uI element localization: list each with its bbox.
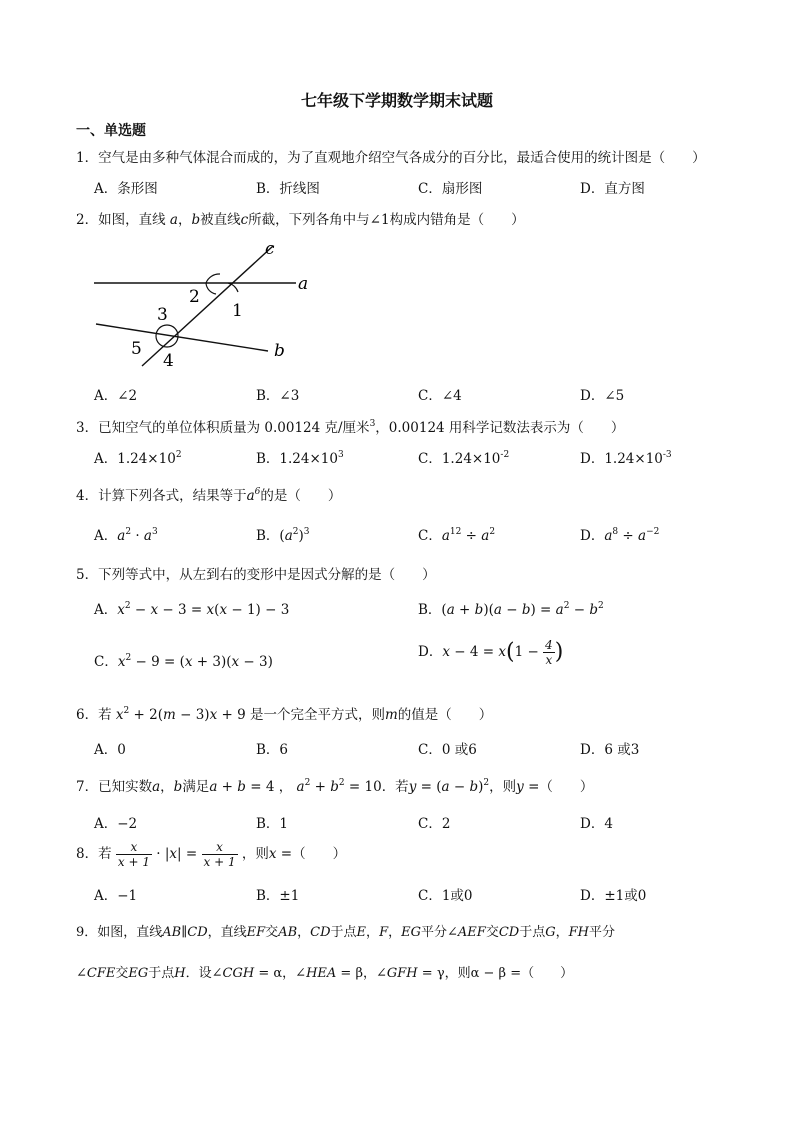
q2-option-a[interactable]: A．∠2 <box>94 388 138 404</box>
question-text: 交 <box>265 925 279 940</box>
option-label: A． <box>94 602 118 618</box>
question-text: （ ） <box>539 779 594 795</box>
q7-option-d[interactable]: D．4 <box>580 816 613 832</box>
q8-option-c[interactable]: C．1或0 <box>418 888 473 904</box>
q3-option-a[interactable] <box>94 447 182 467</box>
question-text: 空气是由多种气体混合而成的，为了直观地介绍空气各成分的百分比，最适合使用的统计图是（ ） <box>98 150 706 166</box>
q5-option-a[interactable]: A．$x^2 - x - 3 = x(x - 1) - 3$ <box>94 601 290 618</box>
question-number: 2． <box>76 212 99 228</box>
question-text: ， <box>362 966 376 981</box>
question-text: 如图，直线 <box>98 212 166 228</box>
question-text: ， <box>366 925 380 940</box>
question-number: 9． <box>76 925 98 940</box>
question-text: 平分 <box>588 925 615 940</box>
question-3-stem <box>76 416 624 436</box>
page-title: 七年级下学期数学期末试题 <box>300 91 493 110</box>
question-number: 5． <box>76 567 99 583</box>
label-angle-4: 4 <box>163 351 174 371</box>
question-text: 交 <box>115 966 129 981</box>
question-text: （ ） <box>292 846 347 862</box>
question-number: 8． <box>76 846 99 862</box>
option-exponent: -2 <box>500 450 510 460</box>
question-text: ，直线 <box>207 925 247 940</box>
question-9-line-1: 9．如图，直线AB∥CD，直线EF交AB，CD于点E，F，EG平分∠AEF交CD于点G，FH平分 <box>76 925 615 940</box>
question-text: ，0.00124 用科学记数法表示为（ ） <box>375 420 625 436</box>
q5-option-c[interactable]: C．$x^2 - 9 = (x + 3)(x - 3)$ <box>94 653 273 670</box>
question-text: 若 <box>98 846 112 862</box>
option-exponent: 2 <box>175 450 182 460</box>
option-base: 1.24×10 <box>279 451 338 467</box>
q5-option-b[interactable]: B．$(a + b)(a - b) = a^2 - b^2$ <box>418 601 604 618</box>
question-text: ．若 <box>381 779 409 795</box>
option-exponent: 3 <box>337 450 344 460</box>
option-label: B． <box>418 602 442 618</box>
question-number: 1． <box>76 150 99 166</box>
question-text: ， <box>555 925 569 940</box>
option-base: 1.24×10 <box>441 451 501 467</box>
question-text: 所截，下列各角中与∠1构成内错角是（ ） <box>248 212 525 228</box>
question-text: 满足 <box>182 779 210 795</box>
variable-b: b <box>191 212 201 228</box>
label-angle-2: 2 <box>189 287 200 307</box>
option-label: A． <box>94 451 118 467</box>
question-text: ，则 <box>444 966 471 981</box>
q2-option-b[interactable]: B．∠3 <box>256 388 300 404</box>
question-text: 的是（ ） <box>260 488 342 504</box>
question-text: （ ） <box>521 966 574 981</box>
question-text: 于点 <box>519 925 546 940</box>
q4-option-a[interactable]: A．$a^2 \cdot a^3$ <box>94 527 158 544</box>
q2-option-c[interactable]: C．∠4 <box>418 388 462 404</box>
question-text: 若 <box>98 707 112 723</box>
question-text: 的值是（ ） <box>397 707 493 723</box>
question-7-stem: 7．已知实数a，b满足a + b = 4 ， $a^2 + b^2 = 10$．若$y = (a - b)^2$，则y =（ ） <box>76 778 594 795</box>
superscript: 3 <box>369 419 376 429</box>
label-a: a <box>298 274 309 294</box>
question-8-stem: 8．若 $\frac{x}{x + 1}$ · |x| = $\frac{x}{x + 1}$ ，则x =（ ） <box>76 840 347 869</box>
q7-option-a[interactable]: A．−2 <box>94 816 138 832</box>
q6-option-d[interactable]: D．6 或3 <box>580 742 640 758</box>
q1-option-b[interactable]: B．折线图 <box>256 181 320 197</box>
q3-option-c[interactable] <box>418 447 509 467</box>
question-text: 已知空气的单位体积质量为 0.00124 克/厘米 <box>98 420 370 436</box>
question-number: 3． <box>76 420 99 436</box>
question-text: 被直线 <box>200 212 241 228</box>
question-number: 7． <box>76 779 99 795</box>
question-5-stem <box>76 563 436 583</box>
question-number: 4． <box>76 488 99 504</box>
q1-option-a[interactable]: A．条形图 <box>94 181 158 197</box>
option-label: C． <box>418 528 442 544</box>
option-base: 1.24×10 <box>117 451 176 467</box>
question-text: 平分 <box>420 925 447 940</box>
question-6-stem: 6．若 $x^2 + 2(m - 3)x + 9$ 是一个完全平方式，则m的值是（ ） <box>76 706 493 723</box>
question-text: 于点 <box>330 925 357 940</box>
q6-option-b[interactable]: B．6 <box>256 742 289 758</box>
question-text: ， <box>388 925 402 940</box>
option-base: 1.24×10 <box>604 451 663 467</box>
q4-option-b[interactable]: B．$(a^2)^3$ <box>256 527 310 544</box>
question-text: 交 <box>485 925 499 940</box>
label-c: c <box>265 239 275 259</box>
q2-option-d[interactable]: D．∠5 <box>580 388 625 404</box>
separator: ， <box>177 212 192 228</box>
label-angle-1: 1 <box>232 301 243 321</box>
option-label: D． <box>580 528 605 544</box>
section-heading: 一、单选题 <box>76 123 146 139</box>
question-text: 已知实数 <box>98 779 153 795</box>
question-1-stem <box>76 146 706 166</box>
question-text: 是一个完全平方式，则 <box>249 707 385 723</box>
question-9-line-2: ∠CFE交EG于点H．设∠CGH = α，∠HEA = β，∠GFH = γ，则α − β =（ ） <box>76 966 574 981</box>
angle-arc-1b <box>228 283 238 292</box>
option-label: D． <box>418 644 443 660</box>
question-text: ，则 <box>241 846 269 862</box>
option-label: B． <box>256 528 280 544</box>
question-4-stem <box>76 484 341 504</box>
question-number: 6． <box>76 707 99 723</box>
question-text: ．设 <box>185 966 212 981</box>
question-text: ， <box>297 925 311 940</box>
q1-option-c[interactable]: C．扇形图 <box>418 181 483 197</box>
option-label: D． <box>580 451 605 467</box>
q8-option-a[interactable]: A．−1 <box>94 888 138 904</box>
q5-option-d[interactable]: D．x − 4 = x(1 − $\frac{4}{x}$ ) <box>418 638 564 667</box>
option-label: C． <box>418 451 442 467</box>
angle-arc-2-right <box>206 274 220 283</box>
variable-a: a <box>169 212 178 228</box>
q1-option-d[interactable]: D．直方图 <box>580 181 645 197</box>
question-text: 于点 <box>148 966 175 981</box>
label-angle-5: 5 <box>131 339 142 359</box>
option-label: A． <box>94 528 118 544</box>
question-text: ，则 <box>489 779 517 795</box>
variable-c: c <box>240 212 249 228</box>
question-2-stem <box>76 208 525 228</box>
line-b <box>96 324 268 351</box>
label-angle-3: 3 <box>157 305 168 325</box>
option-label: C． <box>94 654 118 670</box>
q6-option-c[interactable]: C．0 或6 <box>418 742 477 758</box>
q3-option-d[interactable] <box>580 447 672 467</box>
q2-figure <box>88 236 328 376</box>
option-exponent: -3 <box>662 450 672 460</box>
question-text: ， <box>282 966 296 981</box>
question-text: 如图，直线 <box>97 925 163 940</box>
question-text: 计算下列各式，结果等于 <box>98 488 247 504</box>
option-label: B． <box>256 451 280 467</box>
label-b: b <box>274 341 285 361</box>
q8-option-d[interactable]: D．±1或0 <box>580 888 647 904</box>
q7-option-b[interactable]: B．1 <box>256 816 289 832</box>
question-text: 下列等式中，从左到右的变形中是因式分解的是（ ） <box>98 567 436 583</box>
q4-option-c[interactable]: C．$a^{12} \div a^2$ <box>418 527 496 544</box>
q3-option-b[interactable] <box>256 447 344 467</box>
q4-option-d[interactable]: D．$a^8 \div a^{-2}$ <box>580 527 660 544</box>
q6-option-a[interactable]: A．0 <box>94 742 126 758</box>
angle-arc-1 <box>206 283 216 294</box>
q8-option-b[interactable]: B．±1 <box>256 888 300 904</box>
math-a6: $a^6$ <box>246 487 261 504</box>
q7-option-c[interactable]: C．2 <box>418 816 451 832</box>
